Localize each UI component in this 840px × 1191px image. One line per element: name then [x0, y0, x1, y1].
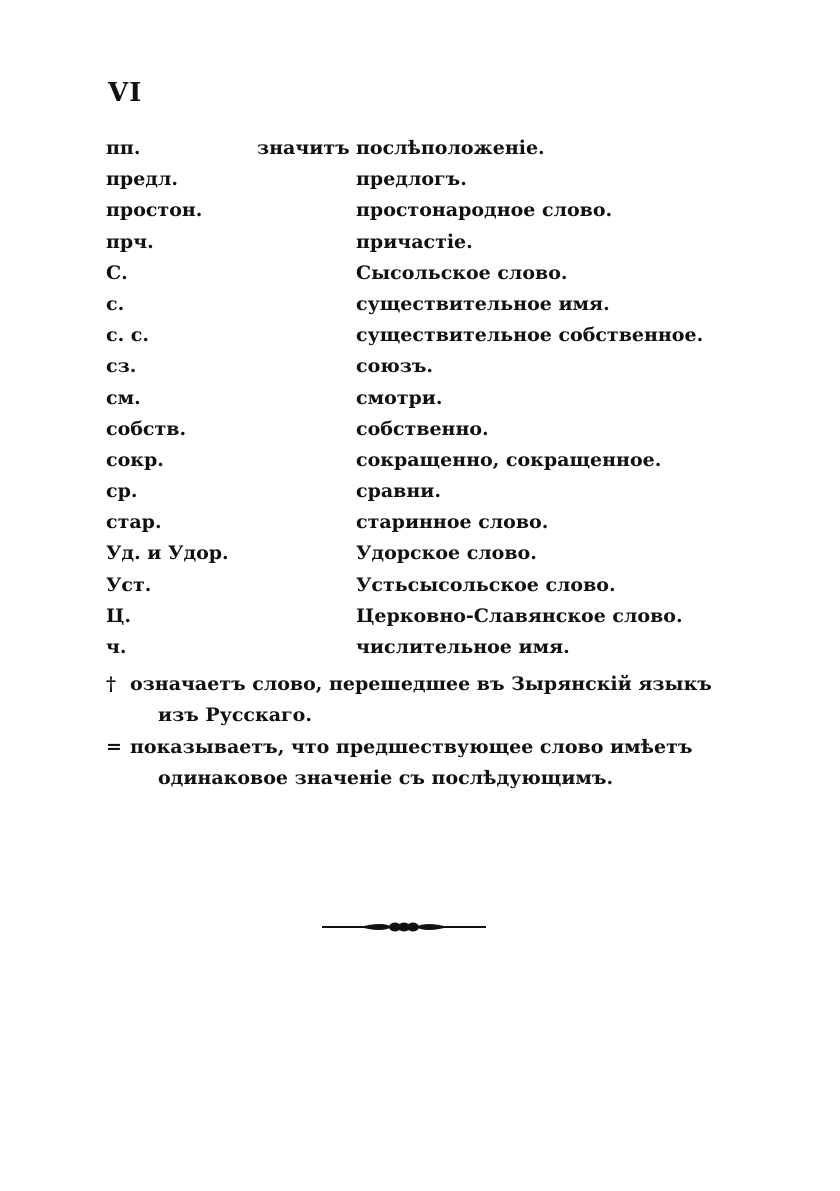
abbreviation-definition: существительное имя.	[356, 292, 610, 315]
abbreviation-definition: причастіе.	[356, 230, 473, 253]
note-line	[106, 669, 712, 700]
abbreviation-definition: числительное имя.	[356, 636, 570, 658]
abbreviation-definition: послѣположеніе.	[356, 137, 545, 159]
abbreviation-row	[106, 511, 726, 542]
note-equals	[106, 732, 706, 794]
abbreviation-row	[106, 636, 726, 667]
abbreviation-definition: простонародное слово.	[356, 199, 613, 222]
abbreviation-term: собств.	[106, 417, 187, 440]
abbreviation-definition: собственно.	[356, 417, 489, 440]
abbreviation-row	[106, 231, 726, 262]
abbreviation-definition: сокращенно, сокращенное.	[356, 448, 662, 471]
dagger-symbol: †	[106, 673, 116, 695]
abbreviation-row	[106, 574, 726, 605]
abbreviation-term: сз.	[106, 355, 137, 378]
abbreviation-term: с.	[106, 292, 125, 315]
abbreviation-term: пп.	[106, 137, 141, 159]
abbreviation-term: сокр.	[106, 448, 164, 471]
abbreviation-row	[106, 542, 726, 573]
abbreviation-definition: Устьсысольское слово.	[356, 573, 616, 596]
abbreviation-term: Ц.	[106, 604, 131, 627]
abbreviation-definition: существительное собственное.	[356, 324, 704, 347]
abbreviation-row	[106, 605, 726, 636]
abbreviation-row	[106, 137, 726, 168]
abbreviation-row	[106, 355, 726, 386]
abbreviation-definition: сравни.	[356, 480, 441, 503]
abbreviation-term: ср.	[106, 480, 138, 503]
ornament-divider	[322, 918, 486, 936]
note-text: показываетъ, что предшествующее слово имѣетъ	[130, 736, 693, 758]
abbreviation-row	[106, 262, 726, 293]
abbreviation-definition: смотри.	[356, 386, 443, 409]
abbreviation-term: см.	[106, 386, 141, 409]
abbreviation-row	[106, 324, 726, 355]
abbreviation-row	[106, 449, 726, 480]
abbreviation-row	[106, 199, 726, 230]
abbreviation-term: предл.	[106, 168, 178, 191]
abbreviation-term: Уд. и Удор.	[106, 542, 229, 565]
abbreviation-definition: Сысольское слово.	[356, 261, 568, 284]
abbreviation-row	[106, 168, 726, 199]
abbreviation-term: прч.	[106, 230, 154, 253]
abbreviation-term: простон.	[106, 199, 203, 222]
note-line-continued: одинаковое значеніе съ послѣдующимъ.	[158, 767, 614, 789]
abbreviation-definition: Церковно-Славянское слово.	[356, 604, 683, 627]
abbreviation-definition: предлогъ.	[356, 168, 467, 191]
abbreviation-row	[106, 480, 726, 511]
abbreviation-row	[106, 293, 726, 324]
note-line	[106, 732, 706, 763]
abbreviation-term: ч.	[106, 636, 127, 658]
page-number: VI	[108, 78, 143, 108]
abbreviation-definition: старинное слово.	[356, 511, 549, 534]
abbreviation-term: С.	[106, 261, 128, 284]
note-line-continued: изъ Русскаго.	[158, 704, 312, 726]
abbreviation-definition: Удорское слово.	[356, 542, 537, 565]
abbreviation-verb: значитъ	[257, 137, 350, 159]
note-text: означаетъ слово, перешедшее въ Зырянскій языкъ	[130, 673, 712, 695]
abbreviation-list	[106, 137, 726, 667]
abbreviation-row	[106, 418, 726, 449]
abbreviation-term: стар.	[106, 511, 162, 534]
abbreviation-row	[106, 387, 726, 418]
abbreviation-term: с. с.	[106, 324, 149, 347]
abbreviation-term: Уст.	[106, 573, 152, 596]
abbreviation-definition: союзъ.	[356, 355, 434, 378]
note-dagger	[106, 669, 712, 731]
equals-symbol: =	[106, 736, 122, 758]
